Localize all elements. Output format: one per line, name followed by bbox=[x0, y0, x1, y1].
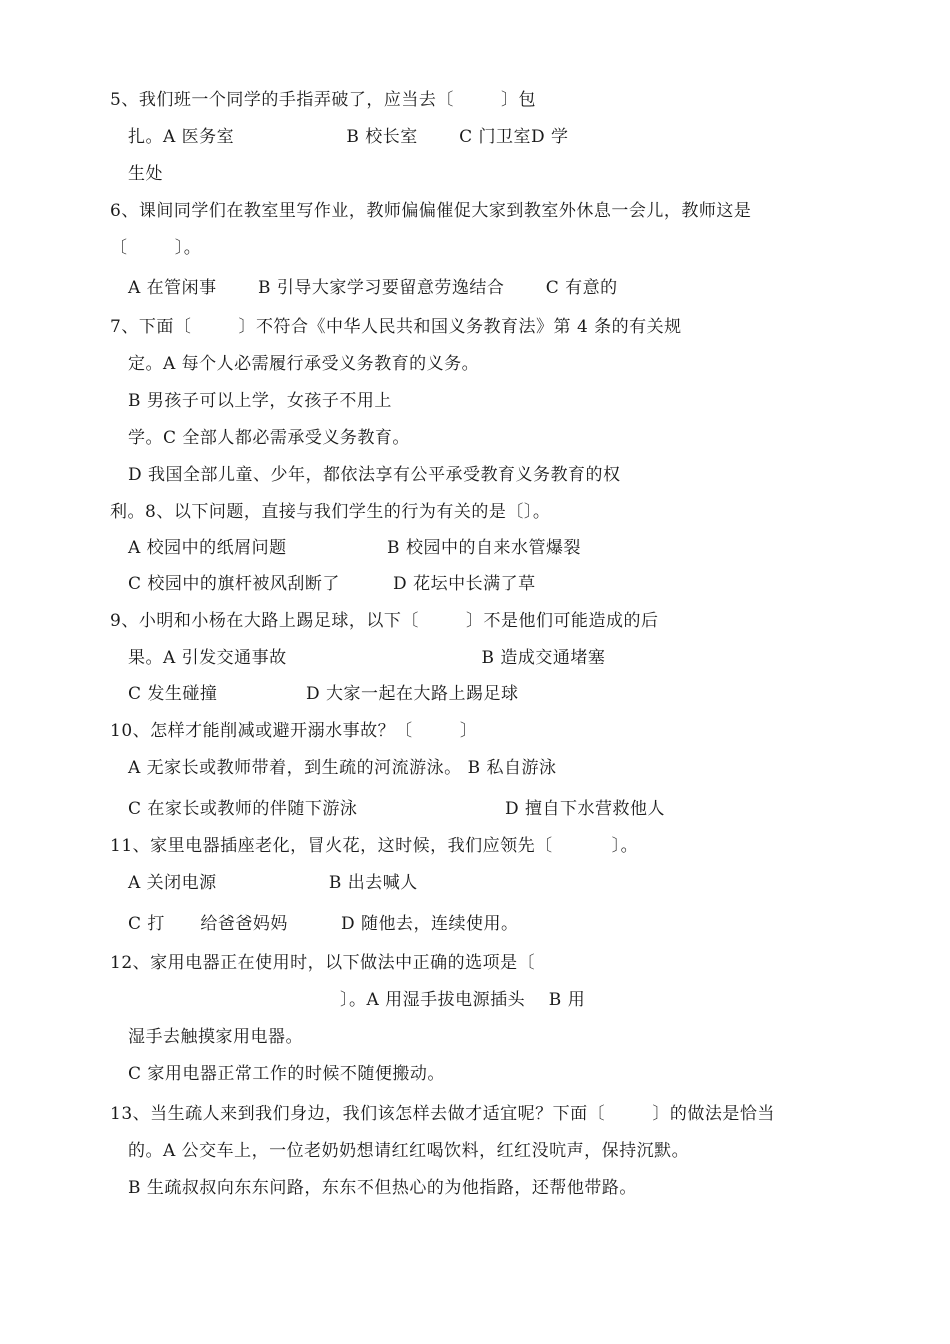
q9-options-ab: 果。A 引发交通事故 B 造成交通堵塞 bbox=[128, 648, 606, 668]
q8-options-ab: A 校园中的纸屑问题 B 校园中的自来水管爆裂 bbox=[128, 538, 581, 558]
q12-option-b-cont: 湿手去触摸家用电器。 bbox=[128, 1027, 303, 1047]
q8-stem: 利。8、以下问题，直接与我们学生的行为有关的是〔〕。 bbox=[110, 502, 551, 522]
q5-stem: 5、我们班一个同学的手指弄破了，应当去〔 〕包 bbox=[110, 90, 537, 110]
q12-stem: 12、家用电器正在使用时，以下做法中正确的选项是〔 bbox=[110, 953, 536, 973]
q11-stem: 11、家里电器插座老化，冒火花，这时候，我们应领先〔 〕。 bbox=[110, 836, 639, 856]
q9-stem: 9、小明和小杨在大路上踢足球，以下〔 〕不是他们可能造成的后 bbox=[110, 611, 659, 631]
q11-options-cd: C 打 给爸爸妈妈 D 随他去，连续使用。 bbox=[128, 914, 519, 934]
q7-option-d: D 我国全部儿童、少年，都依法享有公平承受教育义务教育的权 bbox=[128, 465, 621, 485]
q6-options: A 在管闲事 B 引导大家学习要留意劳逸结合 C 有意的 bbox=[128, 278, 618, 298]
q10-options-ab: A 无家长或教师带着，到生疏的河流游泳。 B 私自游泳 bbox=[128, 758, 557, 778]
q7-stem: 7、下面〔 〕不符合《中华人民共和国义务教育法》第 4 条的有关规 bbox=[110, 317, 682, 337]
q5-options-cont: 生处 bbox=[128, 164, 163, 184]
q12-options-ab: 〕。A 用湿手拔电源插头 B 用 bbox=[340, 990, 586, 1010]
q7-option-a: 定。A 每个人必需履行承受义务教育的义务。 bbox=[128, 354, 480, 374]
q12-option-c: C 家用电器正常工作的时候不随便搬动。 bbox=[128, 1064, 445, 1084]
q13-option-b: B 生疏叔叔向东东问路，东东不但热心的为他指路，还帮他带路。 bbox=[128, 1178, 637, 1198]
q13-stem: 13、当生疏人来到我们身边，我们该怎样去做才适宜呢？下面〔 〕的做法是恰当 bbox=[110, 1104, 775, 1124]
q10-options-cd: C 在家长或教师的伴随下游泳 D 擅自下水营救他人 bbox=[128, 799, 666, 819]
q9-options-cd: C 发生碰撞 D 大家一起在大路上踢足球 bbox=[128, 684, 519, 704]
q13-option-a: 的。A 公交车上，一位老奶奶想请红红喝饮料，红红没吭声，保持沉默。 bbox=[128, 1141, 690, 1161]
q11-options-ab: A 关闭电源 B 出去喊人 bbox=[128, 873, 418, 893]
q8-options-cd: C 校园中的旗杆被风刮断了 D 花坛中长满了草 bbox=[128, 574, 536, 594]
q6-stem-cont: 〔 〕。 bbox=[110, 238, 202, 258]
q7-option-c: 学。C 全部人都必需承受义务教育。 bbox=[128, 428, 410, 448]
q5-options: 扎。A 医务室 B 校长室 C 门卫室D 学 bbox=[128, 127, 569, 147]
q7-option-b: B 男孩子可以上学，女孩子不用上 bbox=[128, 391, 392, 411]
q10-stem: 10、怎样才能削减或避开溺水事故？〔 〕 bbox=[110, 721, 478, 741]
q6-stem: 6、课间同学们在教室里写作业，教师偏偏催促大家到教室外休息一会儿，教师这是 bbox=[110, 201, 752, 221]
